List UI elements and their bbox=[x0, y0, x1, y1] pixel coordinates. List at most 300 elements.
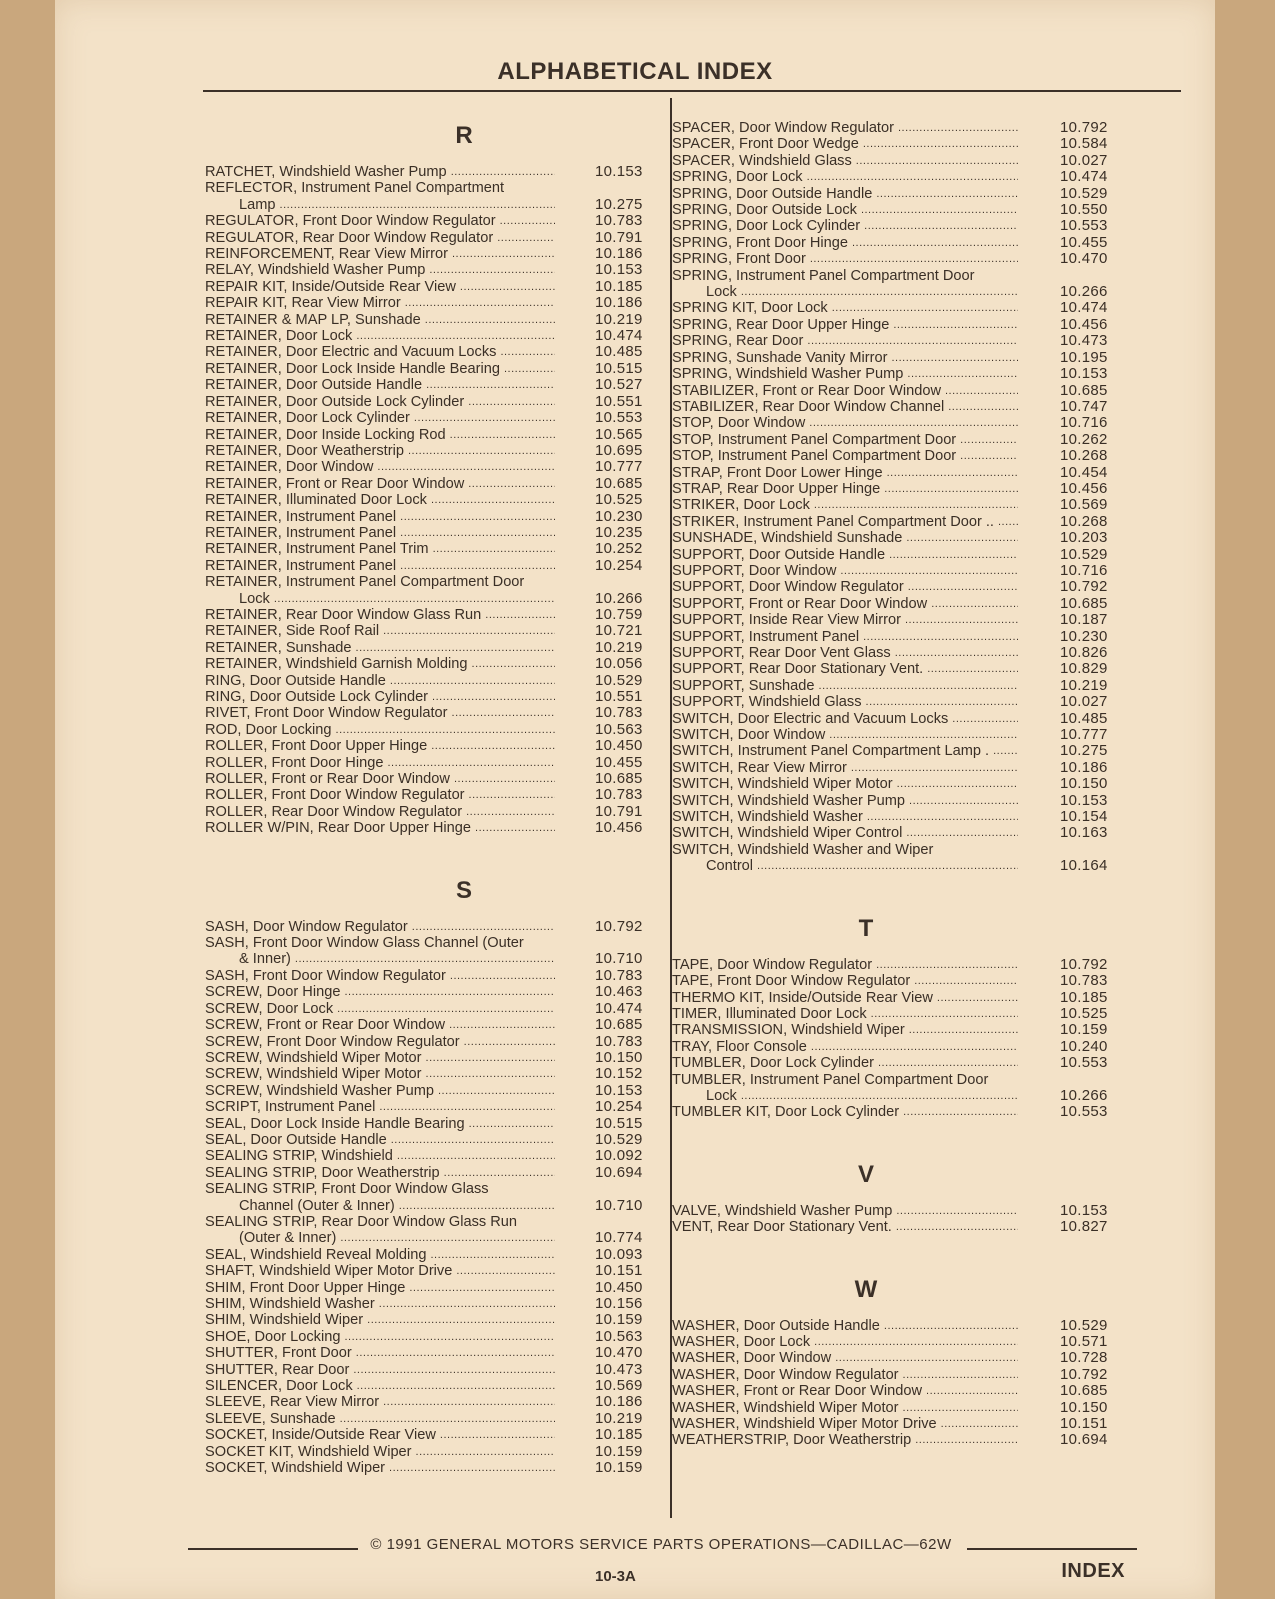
entry-name-continuation: (Outer & Inner) bbox=[239, 1230, 337, 1247]
dot-leader bbox=[945, 383, 1018, 399]
entry-name-text: RETAINER, Side Roof Rail bbox=[205, 623, 380, 640]
index-entry bbox=[205, 1444, 653, 1460]
index-entry bbox=[672, 268, 1180, 301]
dot-leader bbox=[414, 410, 555, 426]
dot-leader bbox=[884, 1318, 1018, 1334]
entry-name bbox=[205, 509, 555, 525]
index-entry bbox=[205, 1378, 653, 1394]
entry-name bbox=[672, 415, 1018, 431]
entry-page-ref: 10.777 bbox=[1060, 726, 1108, 744]
entry-name bbox=[205, 328, 555, 344]
entry-name-text: REINFORCEMENT, Rear View Mirror bbox=[205, 246, 448, 263]
entry-page-ref: 10.454 bbox=[1060, 463, 1108, 481]
entry-name-text: WASHER, Door Window Regulator bbox=[672, 1366, 899, 1383]
dot-leader bbox=[832, 300, 1018, 316]
index-entry bbox=[672, 153, 1180, 169]
entry-name bbox=[672, 629, 1018, 645]
index-entry bbox=[205, 1362, 653, 1378]
entry-page-ref: 10.569 bbox=[1060, 496, 1108, 514]
entry-name bbox=[205, 410, 555, 426]
entry-name bbox=[672, 1350, 1018, 1366]
index-entry bbox=[205, 1329, 653, 1345]
entry-page-ref: 10.262 bbox=[1060, 430, 1108, 448]
entry-name-text: SUPPORT, Instrument Panel bbox=[672, 628, 860, 645]
index-entry bbox=[672, 514, 1180, 530]
dot-leader bbox=[829, 727, 1018, 743]
dot-leader bbox=[863, 136, 1018, 152]
index-entry bbox=[672, 333, 1180, 349]
entry-page-ref: 10.153 bbox=[595, 163, 643, 180]
entry-name bbox=[672, 1334, 1018, 1350]
entry-name bbox=[205, 820, 555, 836]
dot-leader bbox=[998, 514, 1018, 530]
index-entry bbox=[672, 990, 1180, 1006]
dot-leader bbox=[861, 202, 1018, 218]
index-entry bbox=[205, 558, 653, 574]
entry-page-ref: 10.456 bbox=[595, 819, 643, 837]
dot-leader bbox=[400, 525, 555, 541]
index-entry bbox=[205, 1165, 653, 1181]
entry-page-ref: 10.565 bbox=[595, 425, 643, 443]
section-letter-heading: T bbox=[858, 914, 874, 942]
dot-leader bbox=[454, 771, 555, 787]
dot-leader bbox=[280, 197, 555, 213]
index-entry bbox=[205, 1132, 653, 1148]
entry-name-text: SEAL, Door Outside Handle bbox=[205, 1131, 387, 1148]
entry-name-continuation: Lamp bbox=[239, 196, 276, 213]
entry-page-ref: 10.728 bbox=[1060, 1349, 1108, 1367]
entry-page-ref: 10.685 bbox=[1060, 1382, 1108, 1400]
dot-leader bbox=[898, 120, 1018, 136]
entry-page-ref: 10.694 bbox=[1060, 1431, 1108, 1449]
index-entry bbox=[672, 1104, 1180, 1120]
entry-name-text: SUNSHADE, Windshield Sunshade bbox=[672, 530, 903, 547]
dot-leader bbox=[431, 492, 555, 508]
entry-page-ref: 10.186 bbox=[595, 1393, 643, 1411]
entry-name-text: SPRING, Rear Door Upper Hinge bbox=[672, 316, 890, 333]
entry-name-text: SUPPORT, Door Window Regulator bbox=[672, 579, 904, 596]
section-gap bbox=[672, 1121, 1180, 1147]
entry-page-ref: 10.266 bbox=[1060, 1086, 1108, 1104]
entry-name bbox=[205, 689, 555, 705]
entry-name bbox=[672, 481, 1018, 497]
dot-leader bbox=[274, 591, 555, 607]
dot-leader bbox=[896, 1203, 1018, 1219]
entry-page-ref: 10.159 bbox=[595, 1459, 643, 1477]
entry-name-text: RETAINER, Door Inside Locking Rod bbox=[205, 426, 446, 443]
dot-leader bbox=[906, 825, 1018, 841]
index-entry bbox=[672, 1432, 1180, 1448]
index-entry bbox=[205, 1099, 653, 1115]
index-entry bbox=[205, 1460, 653, 1476]
entry-name bbox=[672, 1104, 1018, 1120]
entry-page-ref: 10.694 bbox=[595, 1163, 643, 1181]
entry-name-text: RETAINER, Instrument Panel bbox=[205, 508, 397, 525]
entry-name-text: RETAINER, Instrument Panel Compartment Door bbox=[205, 574, 525, 591]
dot-leader bbox=[389, 1460, 555, 1476]
index-entry bbox=[672, 957, 1180, 973]
index-entry bbox=[672, 530, 1180, 546]
entry-name-text: RETAINER, Instrument Panel Trim bbox=[205, 541, 429, 558]
entry-name-text: SWITCH, Windshield Wiper Motor bbox=[672, 776, 893, 793]
entry-name bbox=[672, 1432, 1018, 1448]
entry-name bbox=[672, 793, 1018, 809]
entry-name-text: RETAINER, Sunshade bbox=[205, 639, 352, 656]
entry-page-ref: 10.783 bbox=[1060, 972, 1108, 990]
entry-name bbox=[205, 164, 555, 180]
index-entry bbox=[205, 1001, 653, 1017]
dot-leader bbox=[909, 1022, 1018, 1038]
entry-name bbox=[672, 333, 1018, 349]
dot-leader bbox=[379, 1099, 555, 1115]
entry-name-text: SPRING, Sunshade Vanity Mirror bbox=[672, 349, 888, 366]
dot-leader bbox=[889, 547, 1018, 563]
index-entry bbox=[205, 312, 653, 328]
entry-name-text: TRANSMISSION, Windshield Wiper bbox=[672, 1022, 905, 1039]
entry-name bbox=[205, 656, 555, 672]
entry-name-text: TUMBLER KIT, Door Lock Cylinder bbox=[672, 1104, 900, 1121]
index-entry bbox=[205, 705, 653, 721]
entry-page-ref: 10.275 bbox=[595, 195, 643, 213]
dot-leader bbox=[460, 279, 555, 295]
entry-page-ref: 10.553 bbox=[1060, 217, 1108, 235]
entry-name-text: RETAINER, Instrument Panel bbox=[205, 557, 397, 574]
dot-leader bbox=[907, 366, 1018, 382]
dot-leader bbox=[811, 1039, 1018, 1055]
entry-name-text: SOCKET, Inside/Outside Rear View bbox=[205, 1427, 436, 1444]
dot-leader bbox=[485, 607, 555, 623]
dot-leader bbox=[863, 629, 1018, 645]
section-letter-heading: S bbox=[455, 876, 472, 904]
entry-name bbox=[672, 251, 1018, 267]
entry-name bbox=[672, 990, 1018, 1006]
entry-page-ref: 10.153 bbox=[1060, 365, 1108, 383]
entry-name bbox=[205, 541, 555, 557]
dot-leader bbox=[741, 1088, 1018, 1104]
entry-name-text: TUMBLER, Instrument Panel Compartment Door bbox=[672, 1071, 989, 1088]
entry-page-ref: 10.685 bbox=[595, 474, 643, 492]
entry-page-ref: 10.571 bbox=[1060, 1332, 1108, 1350]
entry-name bbox=[205, 459, 555, 475]
entry-name bbox=[672, 1219, 1018, 1235]
dot-leader bbox=[903, 1104, 1018, 1120]
index-entry bbox=[672, 317, 1180, 333]
index-entry bbox=[672, 645, 1180, 661]
entry-page-ref: 10.473 bbox=[595, 1360, 643, 1378]
entry-name bbox=[672, 1039, 1018, 1055]
entry-name bbox=[672, 366, 1018, 382]
index-entry bbox=[205, 640, 653, 656]
index-entry bbox=[205, 459, 653, 475]
dot-leader bbox=[809, 415, 1018, 431]
entry-page-ref: 10.791 bbox=[595, 228, 643, 246]
entry-name-text: SLEEVE, Sunshade bbox=[205, 1410, 336, 1427]
entry-page-ref: 10.529 bbox=[1060, 545, 1108, 563]
index-entry bbox=[672, 300, 1180, 316]
index-entry bbox=[205, 213, 653, 229]
entry-name-text: SPRING, Front Door Hinge bbox=[672, 234, 848, 251]
dot-leader bbox=[878, 1055, 1018, 1071]
dot-leader bbox=[379, 1296, 555, 1312]
entry-name-text: ROD, Door Locking bbox=[205, 721, 332, 738]
index-entry bbox=[672, 776, 1180, 792]
dot-leader bbox=[927, 661, 1018, 677]
index-entry bbox=[205, 804, 653, 820]
entry-name bbox=[205, 1460, 555, 1476]
entry-page-ref: 10.529 bbox=[595, 1130, 643, 1148]
entry-name bbox=[205, 705, 555, 721]
entry-page-ref: 10.710 bbox=[595, 950, 643, 968]
dot-leader bbox=[819, 678, 1018, 694]
index-entry bbox=[672, 1416, 1180, 1432]
entry-name-text: STRAP, Rear Door Upper Hinge bbox=[672, 480, 881, 497]
entry-name bbox=[672, 514, 1018, 530]
entry-page-ref: 10.219 bbox=[595, 638, 643, 656]
entry-page-ref: 10.525 bbox=[1060, 1004, 1108, 1022]
entry-name bbox=[205, 230, 555, 246]
entry-name bbox=[205, 935, 555, 968]
entry-page-ref: 10.456 bbox=[1060, 479, 1108, 497]
dot-leader bbox=[426, 377, 555, 393]
entry-name-text: SHUTTER, Rear Door bbox=[205, 1361, 350, 1378]
entry-name-text: SUPPORT, Door Window bbox=[672, 562, 837, 579]
index-entry bbox=[205, 377, 653, 393]
entry-name-continuation: Lock bbox=[706, 1087, 737, 1104]
dot-leader bbox=[915, 1432, 1018, 1448]
dot-leader bbox=[468, 394, 555, 410]
entry-page-ref: 10.164 bbox=[1060, 857, 1108, 875]
entry-name-text: SWITCH, Windshield Washer Pump bbox=[672, 792, 906, 809]
dot-leader bbox=[856, 153, 1018, 169]
entry-name bbox=[205, 1050, 555, 1066]
entry-name bbox=[205, 1099, 555, 1115]
index-entry bbox=[672, 251, 1180, 267]
dot-leader bbox=[438, 1083, 555, 1099]
dot-leader bbox=[400, 509, 555, 525]
index-entry bbox=[205, 295, 653, 311]
entry-name-text: TAPE, Door Window Regulator bbox=[672, 956, 873, 973]
entry-name-text: SPACER, Front Door Wedge bbox=[672, 136, 859, 153]
dot-leader bbox=[357, 1378, 555, 1394]
entry-name-text: SPRING, Door Lock Cylinder bbox=[672, 218, 861, 235]
index-entry bbox=[205, 361, 653, 377]
entry-name bbox=[205, 984, 555, 1000]
entry-name-text: VENT, Rear Door Stationary Vent. bbox=[672, 1219, 892, 1236]
entry-name bbox=[205, 1034, 555, 1050]
entry-name-text: SCREW, Front or Rear Door Window bbox=[205, 1017, 446, 1034]
entry-page-ref: 10.529 bbox=[1060, 184, 1108, 202]
entry-page-ref: 10.093 bbox=[595, 1245, 643, 1263]
entry-name-text: WASHER, Door Outside Handle bbox=[672, 1317, 880, 1334]
entry-name bbox=[205, 344, 555, 360]
entry-page-ref: 10.826 bbox=[1060, 644, 1108, 661]
entry-name bbox=[205, 738, 555, 754]
entry-name-continuation: Lock bbox=[706, 284, 737, 301]
entry-page-ref: 10.153 bbox=[595, 1081, 643, 1099]
dot-leader bbox=[504, 361, 555, 377]
section-label: INDEX bbox=[1061, 1560, 1125, 1582]
entry-name-text: STRIKER, Instrument Panel Compartment Door .. bbox=[672, 513, 994, 530]
entry-name-text: SUPPORT, Door Outside Handle bbox=[672, 546, 886, 563]
dot-leader bbox=[908, 579, 1018, 595]
dot-leader bbox=[295, 951, 555, 967]
entry-name-text: SUPPORT, Sunshade bbox=[672, 677, 815, 694]
entry-name bbox=[205, 1329, 555, 1345]
dot-leader bbox=[960, 448, 1018, 464]
entry-page-ref: 10.056 bbox=[595, 655, 643, 673]
entry-page-ref: 10.195 bbox=[1060, 348, 1108, 366]
entry-name-text: ROLLER W/PIN, Rear Door Upper Hinge bbox=[205, 820, 472, 837]
entry-name bbox=[672, 957, 1018, 973]
index-entry bbox=[205, 492, 653, 508]
index-entry bbox=[672, 727, 1180, 743]
entry-name-text: STABILIZER, Rear Door Window Channel bbox=[672, 398, 945, 415]
index-entry bbox=[205, 509, 653, 525]
entry-page-ref: 10.783 bbox=[595, 786, 643, 804]
entry-name-text: SWITCH, Windshield Washer bbox=[672, 809, 863, 826]
entry-name bbox=[205, 394, 555, 410]
index-entry bbox=[672, 1350, 1180, 1366]
entry-name-text: WASHER, Front or Rear Door Window bbox=[672, 1383, 923, 1400]
entry-page-ref: 10.159 bbox=[595, 1311, 643, 1329]
entry-page-ref: 10.783 bbox=[595, 704, 643, 722]
index-entry bbox=[205, 1247, 653, 1263]
index-entry bbox=[672, 399, 1180, 415]
entry-name-text: SCRIPT, Instrument Panel bbox=[205, 1099, 376, 1116]
entry-page-ref: 10.185 bbox=[595, 1426, 643, 1444]
dot-leader bbox=[852, 235, 1018, 251]
entry-name-text: SPRING, Windshield Washer Pump bbox=[672, 366, 904, 383]
entry-name-text: SASH, Door Window Regulator bbox=[205, 918, 408, 935]
entry-name-text: ROLLER, Front Door Window Regulator bbox=[205, 787, 465, 804]
entry-name-text: WASHER, Door Window bbox=[672, 1350, 832, 1367]
entry-name bbox=[205, 1066, 555, 1082]
index-entry bbox=[672, 629, 1180, 645]
index-entry bbox=[672, 661, 1180, 677]
dot-leader bbox=[814, 1334, 1018, 1350]
entry-page-ref: 10.553 bbox=[595, 409, 643, 427]
dot-leader bbox=[456, 1263, 555, 1279]
entry-name-text: SWITCH, Windshield Washer and Wiper bbox=[672, 841, 934, 858]
index-entry bbox=[672, 743, 1180, 759]
entry-name-text: SCREW, Door Hinge bbox=[205, 984, 341, 1001]
index-entry bbox=[205, 820, 653, 836]
index-entry bbox=[205, 328, 653, 344]
entry-name bbox=[672, 186, 1018, 202]
section-letter-heading: V bbox=[857, 1160, 874, 1188]
entry-name bbox=[672, 661, 1018, 677]
entry-page-ref: 10.187 bbox=[1060, 611, 1108, 629]
entry-name-text: SCREW, Windshield Wiper Motor bbox=[205, 1066, 422, 1083]
entry-name-text: RETAINER, Door Lock bbox=[205, 328, 353, 345]
index-entry bbox=[672, 1006, 1180, 1022]
index-entry bbox=[205, 1411, 653, 1427]
right-column bbox=[672, 120, 1180, 1449]
entry-page-ref: 10.551 bbox=[595, 688, 643, 705]
entry-name-text: SEAL, Windshield Reveal Molding bbox=[205, 1246, 427, 1263]
entry-page-ref: 10.569 bbox=[595, 1377, 643, 1395]
entry-name-text: SPRING, Door Outside Handle bbox=[672, 185, 873, 202]
dot-leader bbox=[867, 809, 1018, 825]
dot-leader bbox=[390, 673, 555, 689]
dot-leader bbox=[405, 295, 555, 311]
dot-leader bbox=[429, 262, 555, 278]
entry-name bbox=[672, 497, 1018, 513]
entry-page-ref: 10.268 bbox=[1060, 447, 1108, 465]
dot-leader bbox=[416, 1444, 555, 1460]
index-entry bbox=[672, 350, 1180, 366]
entry-name bbox=[672, 776, 1018, 792]
index-entry bbox=[205, 443, 653, 459]
index-entry bbox=[672, 235, 1180, 251]
entry-page-ref: 10.792 bbox=[1060, 119, 1108, 136]
entry-name bbox=[205, 1296, 555, 1312]
dot-leader bbox=[814, 497, 1018, 513]
dot-leader bbox=[387, 755, 555, 771]
entry-name bbox=[672, 399, 1018, 415]
footer-rule-right bbox=[967, 1548, 1137, 1550]
entry-name bbox=[672, 317, 1018, 333]
entry-name bbox=[205, 262, 555, 278]
dot-leader bbox=[356, 1345, 555, 1361]
entry-name bbox=[672, 350, 1018, 366]
dot-leader bbox=[993, 743, 1018, 759]
entry-page-ref: 10.527 bbox=[595, 376, 643, 394]
entry-page-ref: 10.563 bbox=[595, 720, 643, 738]
dot-leader bbox=[452, 705, 555, 721]
dot-leader bbox=[896, 1219, 1018, 1235]
entry-page-ref: 10.151 bbox=[1060, 1415, 1108, 1432]
index-entry bbox=[672, 1318, 1180, 1334]
entry-name-text: RETAINER, Front or Rear Door Window bbox=[205, 475, 465, 492]
entry-name bbox=[205, 1362, 555, 1378]
dot-leader bbox=[891, 350, 1018, 366]
page-title: ALPHABETICAL INDEX bbox=[497, 58, 773, 85]
entry-name-text: VALVE, Windshield Washer Pump bbox=[672, 1202, 893, 1219]
entry-name bbox=[205, 1280, 555, 1296]
index-entry bbox=[672, 760, 1180, 776]
entry-name bbox=[205, 525, 555, 541]
entry-name bbox=[205, 1148, 555, 1164]
index-entry bbox=[205, 574, 653, 607]
index-entry bbox=[672, 547, 1180, 563]
entry-page-ref: 10.783 bbox=[595, 212, 643, 230]
entry-page-ref: 10.584 bbox=[1060, 135, 1108, 153]
entry-name-text: RETAINER, Door Electric and Vacuum Locks bbox=[205, 344, 497, 361]
dot-leader bbox=[475, 820, 555, 836]
dot-leader bbox=[851, 760, 1018, 776]
dot-leader bbox=[440, 1427, 555, 1443]
dot-leader bbox=[895, 645, 1018, 661]
index-entry bbox=[672, 793, 1180, 809]
entry-name bbox=[672, 448, 1018, 464]
dot-leader bbox=[444, 1165, 555, 1181]
entry-name bbox=[205, 443, 555, 459]
entry-page-ref: 10.792 bbox=[595, 917, 643, 935]
entry-name-text: RETAINER, Illuminated Door Lock bbox=[205, 492, 427, 509]
entry-name-text: SILENCER, Door Lock bbox=[205, 1378, 353, 1395]
index-entry bbox=[205, 738, 653, 754]
entry-page-ref: 10.254 bbox=[595, 1098, 643, 1116]
entry-name-text: TIMER, Illuminated Door Lock bbox=[672, 1005, 867, 1022]
page-number: 10-3A bbox=[595, 1568, 636, 1585]
entry-page-ref: 10.473 bbox=[1060, 332, 1108, 350]
entry-name bbox=[672, 563, 1018, 579]
index-entry bbox=[672, 678, 1180, 694]
index-entry bbox=[672, 1219, 1180, 1235]
entry-name-text: SPRING, Rear Door bbox=[672, 333, 804, 350]
entry-name bbox=[205, 279, 555, 295]
